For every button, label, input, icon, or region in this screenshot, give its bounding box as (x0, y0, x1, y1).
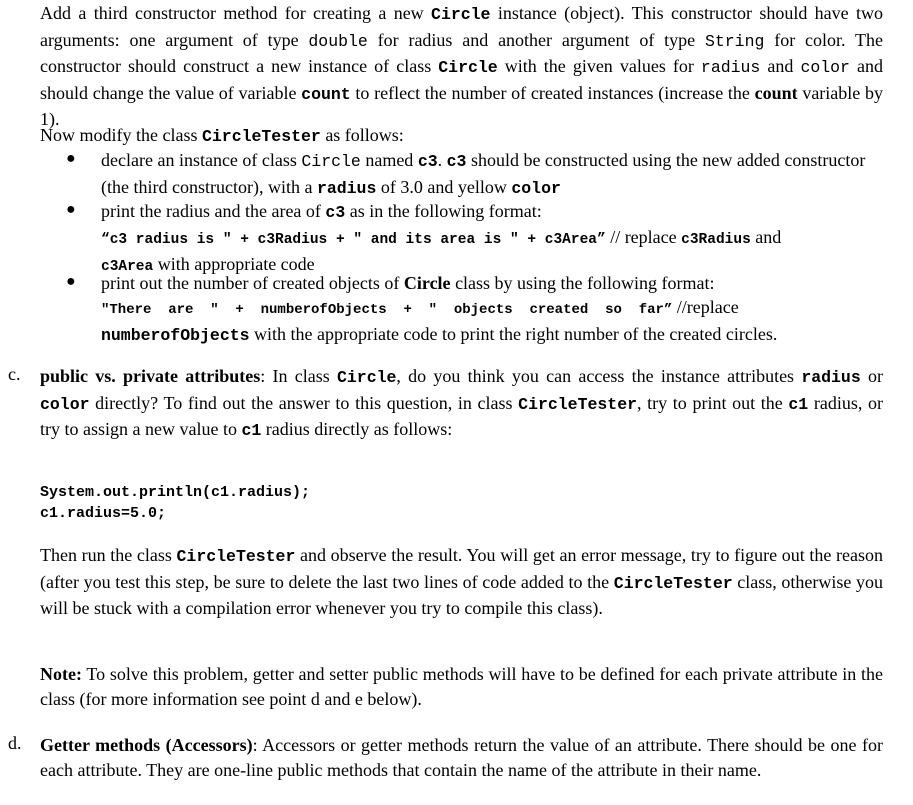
text: for color. The constructor should construct a new instance of class (40, 29, 883, 76)
text: : In class (260, 366, 337, 386)
text: directly? To find out the answer to this question, in class (89, 392, 519, 413)
text: and (750, 227, 782, 247)
code-term: c3 (446, 152, 467, 171)
code-snippet: "There are " + numberofObjects + " objects created so far” (101, 302, 673, 318)
text: To solve this problem, getter and setter public methods will have to be defined for each private attribute in the class (for more information see point d and e below). (40, 664, 883, 709)
text: class, otherwise you will be stuck with a compilation error whenever you try to compile this class). (40, 571, 884, 618)
code-block (40, 482, 310, 524)
text: and (760, 56, 801, 76)
text: with the appropriate code to print the right number of the created circles. (249, 324, 778, 344)
text: with the given values for (497, 56, 701, 76)
code-term: CircleTester (176, 547, 296, 566)
section-heading: Getter methods (Accessors) (40, 735, 253, 755)
code-term: Circle (431, 5, 491, 24)
text: for radius and another argument of type (367, 29, 705, 50)
intro-paragraph (40, 1, 883, 132)
text: //replace (672, 297, 739, 317)
text: Add a third constructor method for creating a new (40, 3, 432, 23)
text: with appropriate code (153, 254, 315, 274)
text: should be constructed using the new added constructor (the third constructor), with a (101, 150, 866, 197)
section-d-paragraph (40, 733, 883, 782)
code-line: System.out.println(c1.radius); (40, 484, 311, 501)
code-term: c1 (788, 394, 809, 414)
code-term: color (40, 394, 90, 414)
text: of 3.0 and yellow (376, 176, 512, 197)
code-line: c1.radius=5.0; (40, 505, 167, 522)
bullet-dot: ● (66, 273, 76, 290)
code-term: CircleTester (518, 394, 637, 414)
text: or (860, 366, 883, 386)
note-label: Note: (40, 664, 82, 684)
section-heading: public vs. private attributes (40, 366, 261, 386)
code-term: CircleTester (201, 127, 321, 146)
text: Then run the class (40, 545, 177, 565)
text: and observe the result. You will get an error message, try to figure out the reason (after you test this step, be sure to delete the last two lines of code added to the (40, 545, 883, 592)
code-term: Circle (337, 368, 397, 387)
text: instance (object). This constructor should have two arguments: one argument of type (40, 3, 883, 50)
code-term: Circle (438, 58, 498, 77)
text: variable by 1). (40, 82, 883, 129)
code-term: radius (316, 178, 377, 198)
text: and should change the value of variable (40, 56, 883, 103)
format-example-count (101, 295, 883, 348)
code-term: Circle (301, 152, 361, 171)
section-d-label: d. (8, 733, 22, 753)
bold-term: Circle (403, 273, 451, 293)
code-term: count (301, 84, 351, 104)
text: radius directly as follows: (261, 419, 453, 439)
text: to reflect the number of created instances (increase the (350, 82, 755, 103)
code-snippet: “c3 radius is " + c3Radius + " and its area is " + c3Area” (101, 232, 606, 248)
text: // replace (605, 227, 682, 247)
note-paragraph (40, 662, 883, 711)
text: Now modify the class (40, 125, 202, 145)
section-c-followup (40, 543, 883, 621)
text: class by using the following format: (450, 273, 715, 293)
code-term: color (511, 178, 561, 198)
section-c-label: c. (8, 364, 21, 384)
code-term: radius (801, 368, 861, 387)
text: as in the following format: (345, 201, 542, 221)
text: , do you think you can access the instance attributes (396, 366, 802, 386)
text: as follows: (320, 125, 404, 145)
text: radius, or try to assign a new value to (40, 392, 884, 439)
code-term: c1 (241, 421, 262, 440)
bullet-dot: ● (66, 150, 76, 167)
code-term: String (704, 31, 765, 51)
section-c-paragraph (40, 364, 883, 444)
code-term: double (308, 31, 368, 51)
code-term: radius (700, 58, 761, 77)
bullet-dot: ● (66, 201, 76, 218)
bullet-item-print-count (101, 271, 883, 296)
text: . (437, 150, 447, 170)
code-term: c3Area (101, 259, 154, 275)
modify-instruction (40, 123, 883, 150)
code-term: c3Radius (681, 232, 751, 248)
code-term: CircleTester (613, 573, 733, 593)
bullet-item-declare (101, 148, 883, 201)
code-term: c3 (417, 152, 438, 171)
code-term: numberofObjects (101, 326, 250, 345)
code-term: c3 (325, 203, 346, 222)
text: print the radius and the area of (101, 201, 326, 221)
text: : Accessors or getter methods return the value of an attribute. There should be one for each attribute. They are one-line public methods that contain the name of the attribute in their name. (40, 735, 883, 780)
text: , try to print out the (637, 392, 789, 413)
text: print out the number of created objects of (101, 273, 404, 293)
bold-term: count (754, 82, 798, 103)
text: named (360, 150, 418, 170)
text: declare an instance of class (101, 150, 302, 170)
code-term: color (800, 58, 850, 77)
bullet-item-print-radius (101, 199, 883, 226)
